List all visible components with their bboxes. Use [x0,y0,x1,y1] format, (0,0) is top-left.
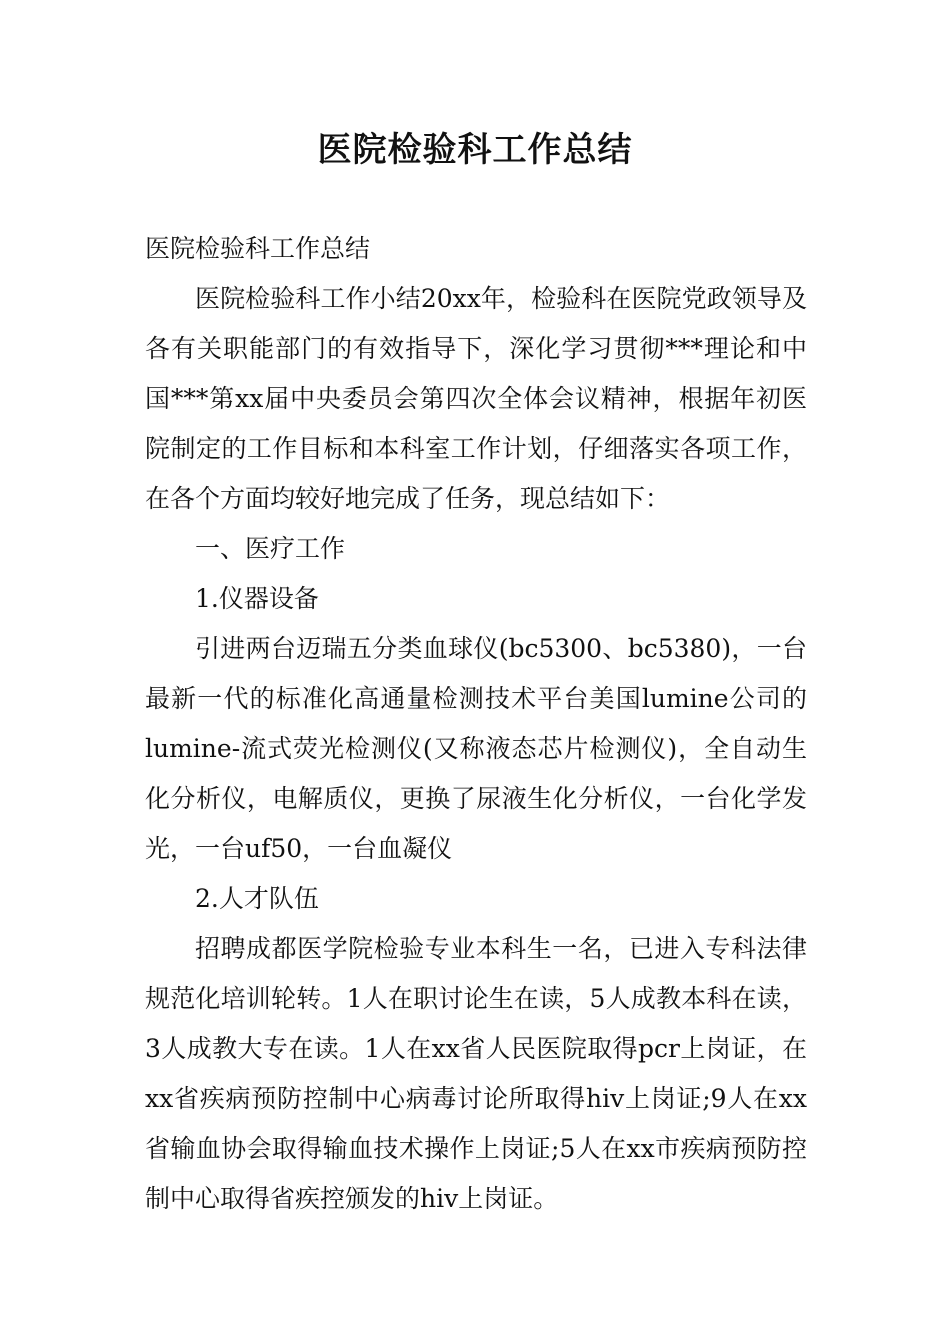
document-title: 医院检验科工作总结 [317,130,633,170]
document-body [145,224,807,1224]
subsection-heading-equipment: 1.仪器设备 [195,584,319,613]
section-heading-medical-work: 一、医疗工作 [195,534,346,563]
equipment-paragraph: 引进两台迈瑞五分类血球仪(bc5300、bc5380)，一台最新一代的标准化高通量检测技术平台美国lumine公司的lumine-流式荧光检测仪(又称液态芯片检测仪)，全自动生化分析仪，电解质仪，更换了尿液生化分析仪，一台化学发光，一台uf50，一台血凝仪 [145,634,807,863]
document-subtitle: 医院检验科工作总结 [145,234,371,263]
staff-paragraph: 招聘成都医学院检验专业本科生一名，已进入专科法律规范化培训轮转。1人在职讨论生在读，5人成教本科在读，3人成教大专在读。1人在xx省人民医院取得pcr上岗证，在xx省疾病预防控制中心病毒讨论所取得hiv上岗证;9人在xx省输血协会取得输血技术操作上岗证;5人在xx市疾病预防控制中心取得省疾控颁发的hiv上岗证。 [145,934,807,1213]
intro-paragraph: 医院检验科工作小结20xx年，检验科在医院党政领导及各有关职能部门的有效指导下，深化学习贯彻***理论和中国***第xx届中央委员会第四次全体会议精神，根据年初医院制定的工作目标和本科室工作计划，仔细落实各项工作，在各个方面均较好地完成了任务，现总结如下： [145,284,807,513]
subsection-heading-staff: 2.人才队伍 [195,884,319,913]
